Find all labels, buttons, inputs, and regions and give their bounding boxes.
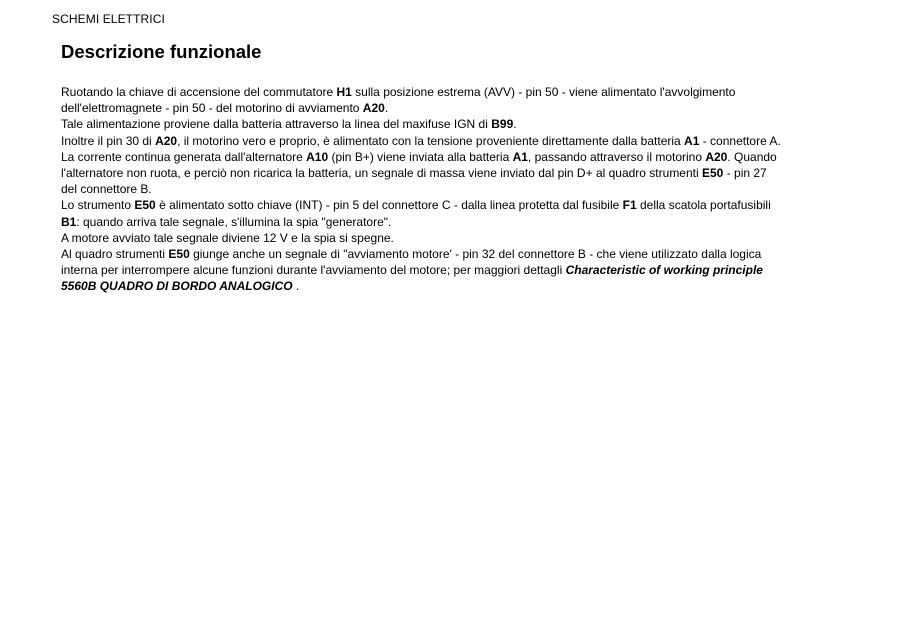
cross-reference: Characteristic of working principle — [565, 263, 763, 278]
cross-reference: 5560B QUADRO DI BORDO ANALOGICO — [61, 279, 293, 294]
text-line — [61, 278, 851, 294]
text-segment: del connettore B. — [61, 182, 152, 197]
text-segment: La corrente continua generata dall'alternatore — [61, 149, 307, 164]
text-segment: Inoltre il pin 30 di — [61, 133, 156, 148]
text-line — [61, 84, 851, 100]
text-line — [61, 149, 851, 165]
text-segment: interna per interrompere alcune funzioni durante l'avviamento del motore; per maggiori dettagli — [61, 263, 566, 278]
text-segment: A motore avviato tale segnale diviene 12 V e la spia si spegne. — [61, 230, 394, 245]
section-header: SCHEMI ELETTRICI — [52, 12, 165, 26]
text-segment: : quando arriva tale segnale, s'illumina la spia "generatore". — [76, 214, 392, 229]
text-line — [61, 100, 851, 116]
text-segment: . Quando — [727, 149, 777, 164]
text-line — [61, 214, 851, 230]
text-segment: Tale alimentazione proviene dalla batteria attraverso la linea del maxifuse IGN di — [61, 117, 492, 132]
text-segment: della scatola portafusibili — [636, 198, 771, 213]
text-line — [61, 262, 851, 278]
text-segment: sulla posizione estrema (AVV) - pin 50 - viene alimentato l'avvolgimento — [351, 85, 736, 99]
text-segment: Lo strumento — [61, 198, 135, 213]
component-reference: E50 — [168, 246, 190, 261]
text-segment: dell'elettromagnete - pin 50 - del motorino di avviamento — [61, 101, 363, 116]
text-line — [61, 197, 851, 213]
text-segment: - connettore A. — [699, 133, 781, 148]
component-reference: B1 — [61, 214, 77, 229]
component-reference: E50 — [134, 198, 156, 213]
text-segment: , il motorino vero e proprio, è alimentato con la tensione proveniente direttamente dalla batteria — [177, 133, 685, 148]
text-segment: . — [513, 117, 517, 132]
component-reference: B99 — [491, 117, 514, 132]
text-line — [61, 165, 851, 181]
text-line — [61, 133, 851, 149]
component-reference: H1 — [336, 85, 352, 99]
component-reference: A1 — [684, 133, 700, 148]
component-reference: E50 — [702, 165, 724, 180]
component-reference: A20 — [155, 133, 178, 148]
text-line — [61, 246, 851, 262]
text-line — [61, 181, 851, 197]
page-title: Descrizione funzionale — [61, 41, 262, 62]
text-segment: giunge anche un segnale di "avviamento motore' - pin 32 del connettore B - che viene utilizzato dalla logica — [189, 246, 762, 261]
text-segment: è alimentato sotto chiave (INT) - pin 5 del connettore C - dalla linea protetta dal fusibile — [155, 198, 623, 213]
component-reference: F1 — [622, 198, 637, 213]
text-segment: - pin 27 — [723, 165, 767, 180]
text-segment: (pin B+) viene inviata alla batteria — [328, 149, 513, 164]
component-reference: A20 — [705, 149, 728, 164]
text-line — [61, 230, 851, 246]
text-segment: . — [384, 101, 389, 116]
text-line — [61, 116, 851, 132]
component-reference: A10 — [306, 149, 329, 164]
functional-description-text — [61, 84, 851, 294]
text-segment: Al quadro strumenti — [61, 246, 169, 261]
text-segment: l'alternatore non ruota, e perciò non ricarica la batteria, un segnale di massa viene inviato dal pin D+ al quadro strumenti — [61, 165, 702, 180]
component-reference: A20 — [362, 101, 385, 116]
text-segment: , passando attraverso il motorino — [527, 149, 706, 164]
text-segment: Ruotando la chiave di accensione del commutatore — [61, 85, 337, 99]
text-segment: . — [292, 279, 300, 294]
component-reference: A1 — [512, 149, 528, 164]
